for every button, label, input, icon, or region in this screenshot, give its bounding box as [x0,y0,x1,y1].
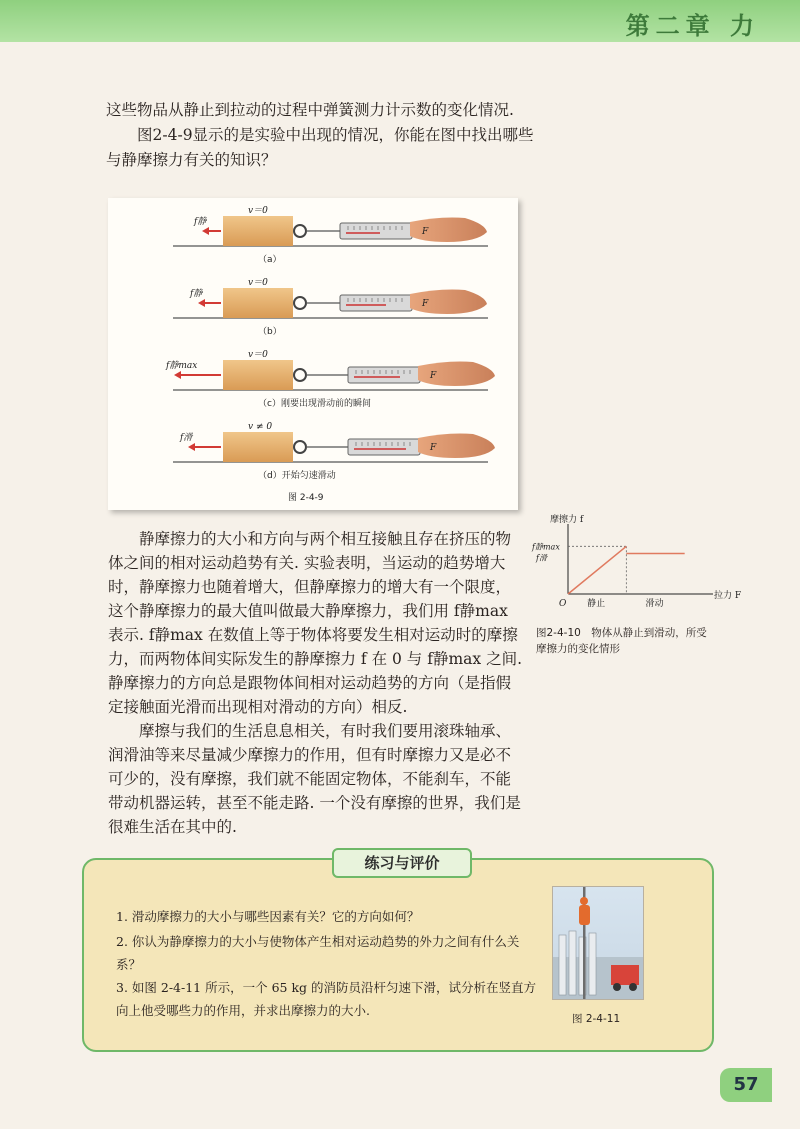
panel-caption: （a） [258,255,282,265]
velocity-label: v＝0 [248,278,268,288]
spring-scale [348,439,420,455]
friction-arrow-head [188,443,195,451]
friction-arrow-head [174,371,181,379]
figure-2-4-9 [108,198,518,510]
wooden-block [223,360,293,390]
panel-caption: （d）开始匀速滑动 [258,471,336,481]
friction-label: f静 [190,289,203,299]
friction-label: f滑 [180,433,193,443]
hook [294,369,306,381]
pull-force-label: F [422,299,429,309]
main-text [108,527,523,839]
panel-b [173,278,488,337]
region-static-label: 静止 [587,599,606,609]
origin-label: O [559,599,567,609]
friction-graph [528,515,742,621]
velocity-label: v＝0 [248,206,268,216]
y-tick-label: f滑 [536,553,547,563]
friction-arrow-head [198,299,205,307]
pull-force-label: F [430,443,437,453]
paragraph-static-friction: 静摩擦力的大小和方向与两个相互接触且存在挤压的物体之间的相对运动趋势有关. 实验表明，当运动的趋势增大时，静摩擦力也随着增大，但静摩擦力的增大有一个限度，这个静摩擦力的最大值叫做最大静摩擦力，我们用 f静max 表示. f静max 在数值上等于物体将要发生相对运动时的摩擦力，而两物体间实际发生的静摩擦力 f 在 0 与 f静max 之间. 静摩擦力的方向总是跟物体间相对运动趋势的方向（是指假定接触面光滑而出现相对滑动的方向）相反. [108,530,523,716]
pull-force-label: F [422,227,429,237]
wooden-block [223,432,293,462]
friction-label: f静max [166,361,198,371]
velocity-label: v＝0 [248,350,268,360]
intro-line: 这些物品从静止到拉动的过程中弹簧测力计示数的变化情况. [106,101,514,119]
spring-scale-diagram [108,198,518,510]
panel-caption: （b） [258,327,282,337]
firefighter-photo [552,886,644,1000]
y-axis-label: 摩擦力 f [550,515,584,525]
hook [294,297,306,309]
spring-scale [340,223,412,239]
spring-scale [340,295,412,311]
friction-label: f静 [194,217,207,227]
wooden-block [223,288,293,318]
exercise-q2: 2. 你认为静摩擦力的大小与使物体产生相对运动趋势的外力之间有什么关系？ [116,934,520,972]
hook [294,441,306,453]
static-segment [568,546,626,594]
exercise-q3: 3. 如图 2-4-11 所示，一个 65 kg 的消防员沿杆匀速下滑，试分析在竖直方向上他受哪些力的作用，并求出摩擦力的大小. [116,980,537,1018]
photo-caption: 图 2-4-11 [572,1013,621,1025]
chapter-title: 第二章 力 [625,12,760,40]
y-tick-label: f静max [532,542,560,552]
panel-caption: （c）刚要出现滑动前的瞬间 [258,399,371,409]
panel-a [173,206,488,265]
page-number: 57 [720,1068,772,1102]
x-axis-label: 拉力 F [714,591,742,601]
spring-scale [348,367,420,383]
velocity-label: v ≠ 0 [248,422,273,432]
hook [294,225,306,237]
figure-caption: 图 2-4-9 [288,493,324,503]
pull-force-label: F [430,371,437,381]
exercise-q1: 1. 滑动摩擦力的大小与哪些因素有关？它的方向如何？ [116,909,420,924]
intro-question: 图2-4-9显示的是实验中出现的情况，你能在图中找出哪些与静摩擦力有关的知识？ [106,126,534,169]
panel-c [165,350,495,409]
wooden-block [223,216,293,246]
paragraph-friction-life: 摩擦与我们的生活息息相关，有时我们要用滚珠轴承、润滑油等来尽量减少摩擦力的作用，但有时摩擦力又是必不可少的，没有摩擦，我们就不能固定物体，不能刹车，不能带动机器运转，甚至不能走路. 一个没有摩擦的世界，我们是很难生活在其中的. [108,722,521,836]
graph-caption: 图2-4-10 物体从静止到滑动，所受摩擦力的变化情形 [536,627,707,655]
friction-arrow-head [202,227,209,235]
panel-d [173,422,495,481]
region-sliding-label: 滑动 [645,599,664,609]
page-header [0,0,800,42]
exercise-title: 练习与评价 [332,848,472,878]
